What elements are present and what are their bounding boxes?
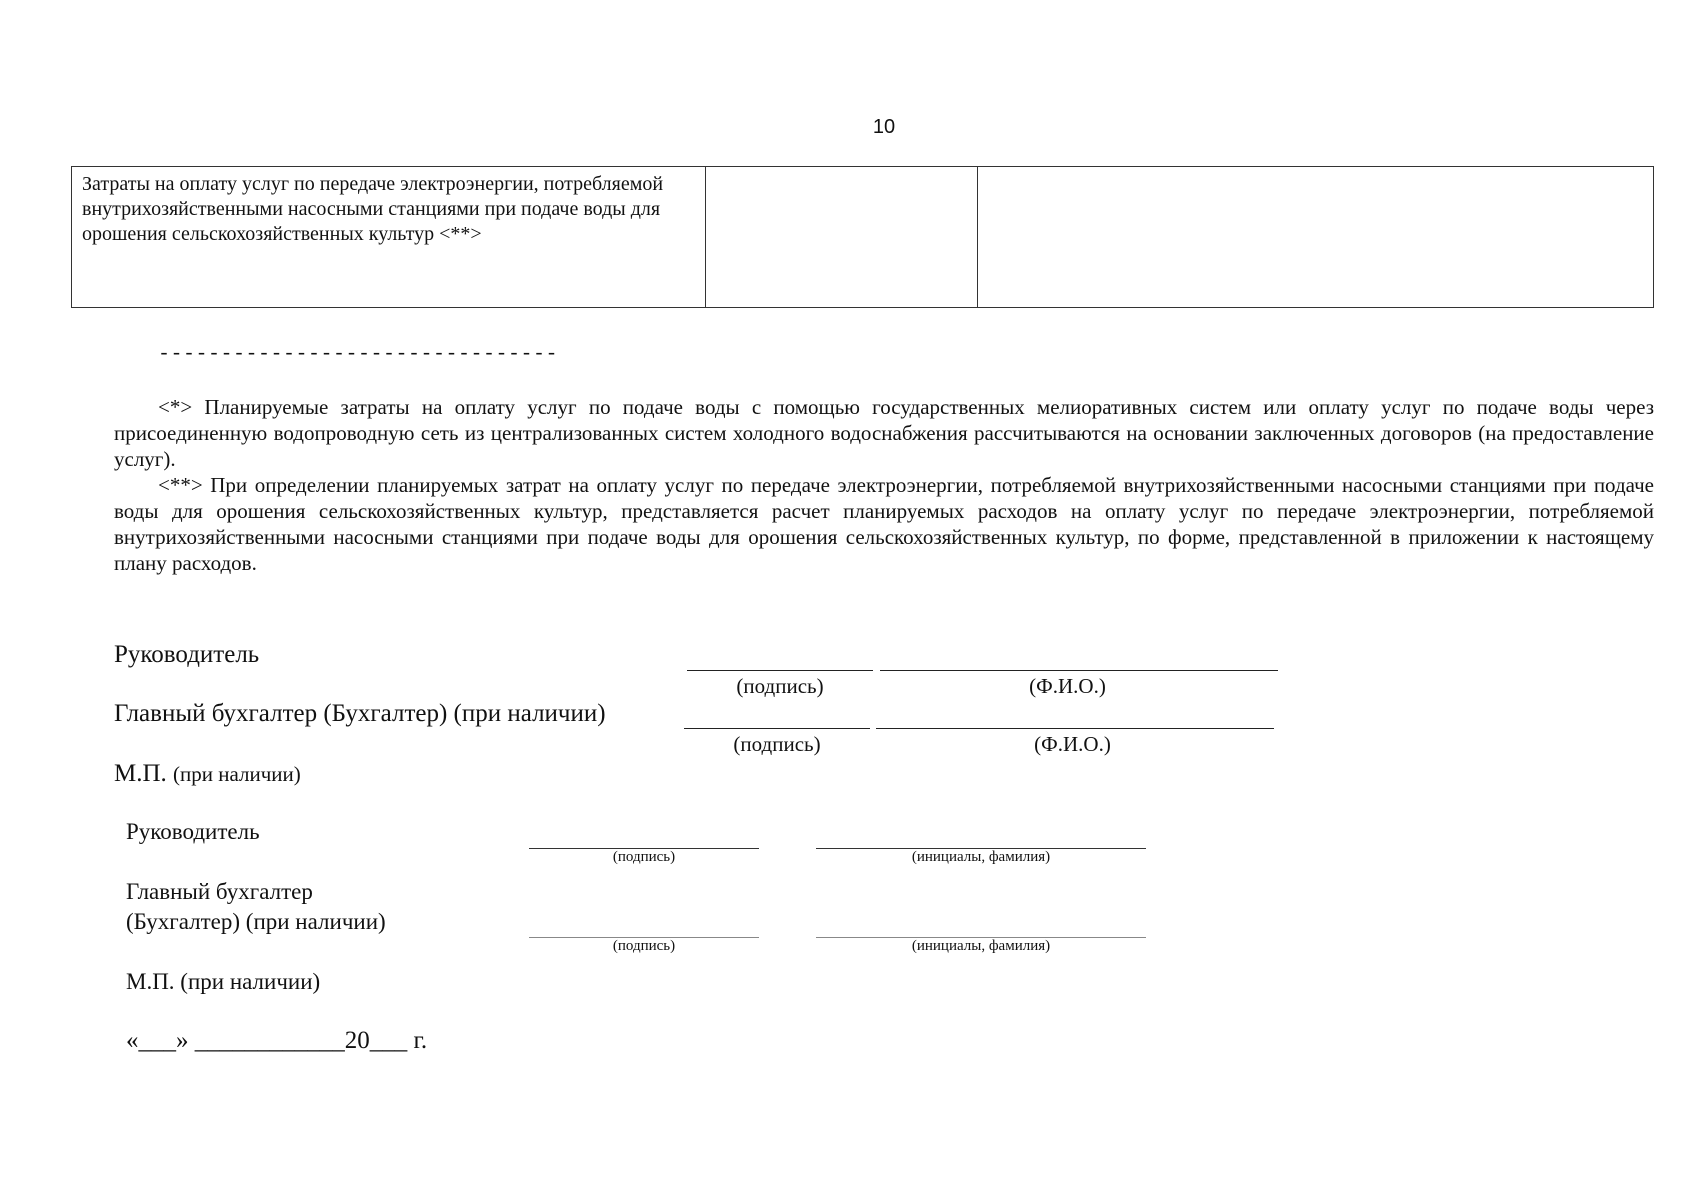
head-label-2: Руководитель: [126, 819, 260, 844]
table-cell-description: Затраты на оплату услуг по передаче электроэнергии, потребляемой внутрихозяйственными насосными станциями при подаче воды для орошения сельскохозяйственных культур <**>: [72, 167, 706, 307]
head-name-caption: (Ф.И.О.): [1029, 674, 1106, 698]
head-name-caption-2: (инициалы, фамилия): [911, 849, 1051, 865]
accountant-signature-caption: (подпись): [733, 732, 821, 756]
footnote-2: <**> При определении планируемых затрат на оплату услуг по передаче электроэнергии, потребляемой внутрихозяйственными насосными станциями при подаче воды для орошения сельскохозяйственных культур, представляется расчет планируемых расходов на оплату услуг по передаче электроэнергии, потребляемой внутрихозяйственными насосными станциями при подаче воды для орошения сельскохозяйственных культур, по форме, представленной в приложении к настоящему плану расходов.: [114, 473, 1654, 575]
accountant-signature-caption-2: (подпись): [612, 938, 676, 954]
footnotes: [114, 394, 1654, 576]
stamp-suffix: (при наличии): [173, 762, 301, 786]
footnote-1: <*> Планируемые затраты на оплату услуг по подаче воды с помощью государственных мелиоративных систем или оплату услуг по подаче воды через присоединенную водопроводную сеть из централизованных систем холодного водоснабжения рассчитываются на основании заключенных договоров (на предоставление услуг).: [114, 395, 1654, 471]
accountant-name-caption-2: (инициалы, фамилия): [911, 938, 1051, 954]
head-signature-line[interactable]: [687, 670, 873, 671]
head-signature-caption-2: (подпись): [612, 849, 676, 865]
expense-table-row: [71, 166, 1654, 308]
accountant-name-line[interactable]: [876, 728, 1274, 729]
accountant-label-2-line1: Главный бухгалтер: [126, 879, 313, 904]
accountant-label-2-line2: (Бухгалтер) (при наличии): [126, 909, 386, 934]
stamp-prefix: М.П.: [114, 760, 174, 787]
stamp-label: [114, 760, 301, 788]
accountant-signature-line[interactable]: [684, 728, 870, 729]
head-name-line[interactable]: [880, 670, 1278, 671]
stamp-label-2: М.П. (при наличии): [126, 969, 321, 994]
accountant-name-caption: (Ф.И.О.): [1034, 732, 1111, 756]
footnote-separator: --------------------------------: [158, 343, 559, 366]
page-number: 10: [872, 116, 896, 138]
table-cell-notes: [978, 167, 1653, 307]
date-line[interactable]: «___» ____________20___ г.: [126, 1027, 428, 1054]
head-signature-caption: (подпись): [736, 674, 824, 698]
table-cell-amount: [706, 167, 978, 307]
accountant-label: Главный бухгалтер (Бухгалтер) (при наличии): [114, 700, 606, 727]
head-label: Руководитель: [114, 641, 260, 668]
